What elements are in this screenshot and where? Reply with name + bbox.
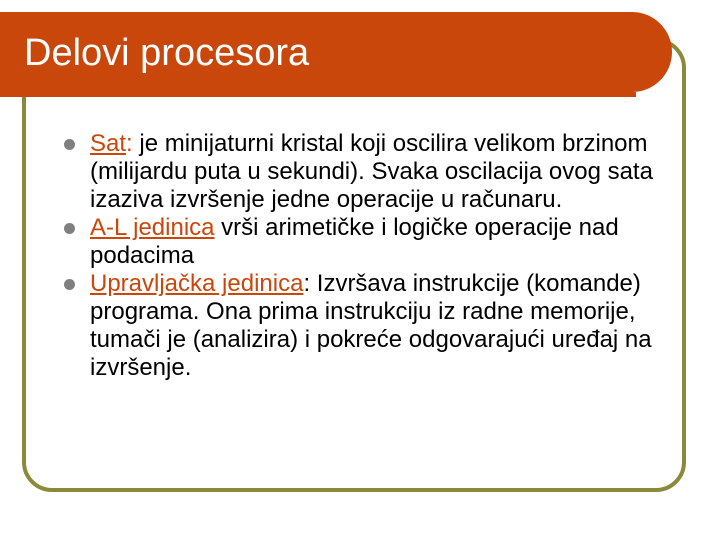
bullet-text: : Izvršava instrukcije (komande) programa. Ona prima instrukciju iz radne memorije, tumači je (analizira) i pokreće odgovarajući uređaj na izvršenje.	[90, 270, 652, 381]
bullet-dot-icon	[64, 279, 75, 290]
bullet-term: Sat	[90, 130, 127, 157]
slide-title: Delovi procesora	[24, 32, 310, 74]
bullet-term: A-L jedinica	[90, 214, 215, 241]
bullet-dot-icon	[64, 139, 75, 150]
bullet-item-upravljacka-jedinica	[0, 270, 690, 382]
bullet-separator: :	[126, 130, 133, 157]
bullet-item-al-jedinica	[0, 214, 690, 270]
bullet-item-sat	[0, 130, 690, 214]
title-underline	[0, 92, 636, 97]
bullet-dot-icon	[64, 223, 75, 234]
bullet-list	[0, 130, 720, 382]
bullet-text: je minijaturni kristal koji oscilira velikom brzinom (milijardu puta u sekundi). Svaka oscilacija ovog sata izaziva izvršenje jedne operacije u računaru.	[90, 130, 653, 213]
bullet-term: Upravljačka jedinica	[90, 270, 304, 297]
bullet-text: vrši arimetičke i logičke operacije nad podacima	[90, 214, 619, 269]
